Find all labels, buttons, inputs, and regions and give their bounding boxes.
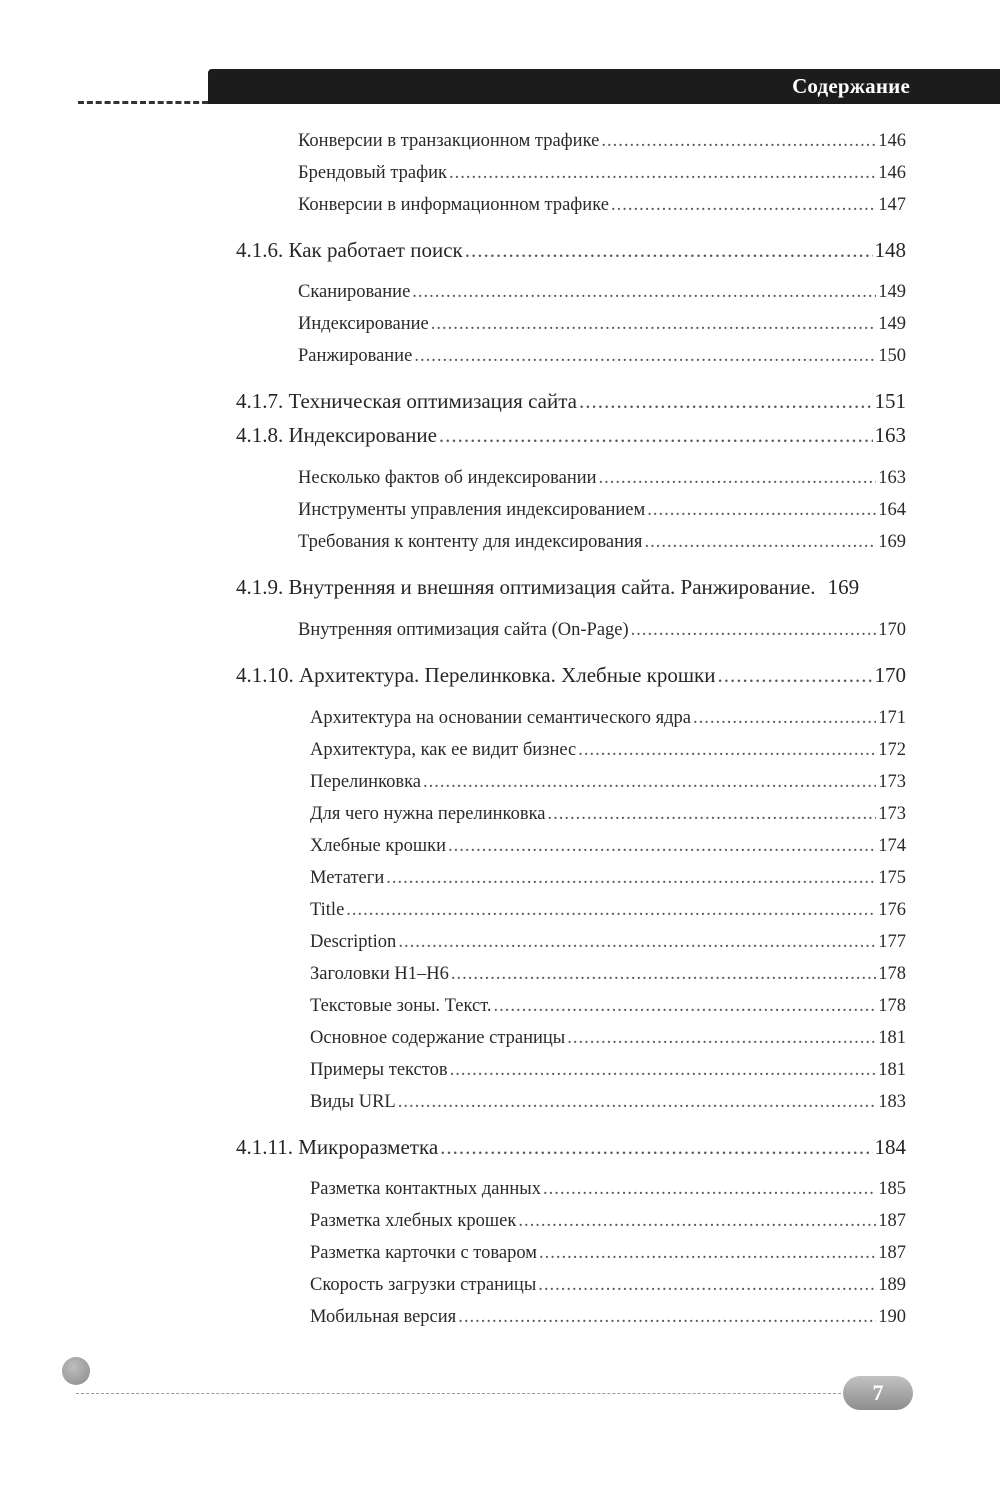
toc-subsection-entry <box>310 795 906 825</box>
toc-dot-leader <box>543 1179 876 1200</box>
toc-subsection-entry <box>310 1298 906 1328</box>
toc-entry-page: 190 <box>878 1307 906 1327</box>
toc-entry-page: 169 <box>827 575 860 599</box>
toc-entry-page: 164 <box>878 500 906 520</box>
toc-dot-leader <box>601 131 876 152</box>
toc-entry-title: Метатеги <box>310 868 385 888</box>
toc-subsection-entry <box>310 699 906 729</box>
header-bar <box>208 69 1000 104</box>
toc-section-entry <box>236 658 906 688</box>
toc-entry-page: 146 <box>878 131 906 151</box>
toc-dot-leader <box>518 1211 876 1232</box>
toc-entry-title: Требования к контенту для индексирования <box>298 532 643 552</box>
toc-entry-page: 189 <box>878 1275 906 1295</box>
toc-entry-page: 178 <box>878 964 906 984</box>
toc-entry-page: 148 <box>874 238 906 262</box>
toc-subsection-entry <box>298 523 906 553</box>
footer-circle-ornament <box>62 1357 90 1385</box>
toc-subsection-entry <box>310 955 906 985</box>
toc-entry-title: Несколько фактов об индексировании <box>298 468 597 488</box>
toc-dot-leader <box>578 740 876 761</box>
toc-dot-leader <box>644 532 876 553</box>
toc-entry-page: 163 <box>878 468 906 488</box>
toc-entry-page: 173 <box>878 804 906 824</box>
toc-entry-page: 170 <box>878 620 906 640</box>
toc-entry-title: 4.1.11. Микроразметка <box>236 1135 439 1159</box>
toc-dot-leader <box>398 932 876 953</box>
toc-entry-title: Мобильная версия <box>310 1307 457 1327</box>
toc-dot-leader <box>386 868 876 889</box>
toc-entry-title: 4.1.7. Техническая оптимизация сайта <box>236 389 577 413</box>
toc-entry-page: 173 <box>878 772 906 792</box>
toc-entry-page: 187 <box>878 1243 906 1263</box>
toc-dot-leader <box>538 1275 876 1296</box>
toc-dot-leader <box>611 195 876 216</box>
toc-entry-page: 178 <box>878 996 906 1016</box>
toc-entry-page: 172 <box>878 740 906 760</box>
toc-entry-title: Хлебные крошки <box>310 836 447 856</box>
toc-dot-leader <box>449 163 876 184</box>
toc-subsection-entry <box>310 1234 906 1264</box>
toc-subsection-entry <box>310 1202 906 1232</box>
toc-subsection-entry <box>310 1266 906 1296</box>
toc-entry-page: 174 <box>878 836 906 856</box>
toc-subsection-entry <box>298 305 906 335</box>
toc-subsection-entry <box>310 827 906 857</box>
header-dotted-rule <box>78 101 208 104</box>
toc-subsection-entry <box>298 459 906 489</box>
toc-dot-leader <box>451 964 876 985</box>
toc-subsection-entry <box>310 987 906 1017</box>
toc-entry-page: 181 <box>878 1028 906 1048</box>
toc-dot-leader <box>423 772 876 793</box>
toc-dot-leader <box>717 663 872 688</box>
toc-dot-leader <box>465 238 873 263</box>
toc-entry-title: Разметка хлебных крошек <box>310 1211 517 1231</box>
toc-entry-title: Брендовый трафик <box>298 163 447 183</box>
toc-dot-leader <box>567 1028 876 1049</box>
toc-dot-leader <box>494 996 877 1017</box>
toc-entry-page: 177 <box>878 932 906 952</box>
toc-dot-leader <box>346 900 876 921</box>
toc-dot-leader <box>439 423 873 448</box>
toc-entry-page: 149 <box>878 282 906 302</box>
toc-subsection-entry <box>310 1170 906 1200</box>
toc-entry-page: 163 <box>874 423 906 447</box>
toc-subsection-entry <box>310 1051 906 1081</box>
toc-subsection-entry <box>310 1019 906 1049</box>
toc-entry-title: 4.1.9. Внутренняя и внешняя оптимизация сайта. Ранжирование. <box>236 575 816 599</box>
toc-entry-title: Внутренняя оптимизация сайта (On-Page) <box>298 620 629 640</box>
toc-entry-page: 150 <box>878 346 906 366</box>
toc-dot-leader <box>599 468 877 489</box>
toc-entry-title: Примеры текстов <box>310 1060 448 1080</box>
toc-entry-title: Виды URL <box>310 1092 396 1112</box>
toc-entry-page: 176 <box>878 900 906 920</box>
toc-entry-page: 187 <box>878 1211 906 1231</box>
toc-entry-page: 147 <box>878 195 906 215</box>
toc-dot-leader <box>539 1243 876 1264</box>
toc-entry-title: Архитектура, как ее видит бизнес <box>310 740 577 760</box>
toc-subsection-entry <box>310 1083 906 1113</box>
toc-subsection-entry <box>310 731 906 761</box>
toc-entry-title: Заголовки H1–H6 <box>310 964 449 984</box>
toc-entry-title: Инструменты управления индексированием <box>298 500 646 520</box>
toc-entry-page: 151 <box>874 389 906 413</box>
toc-entry-title: Архитектура на основании семантического ядра <box>310 708 692 728</box>
toc-dot-leader <box>412 282 876 303</box>
toc-dot-leader <box>631 620 877 641</box>
toc-dot-leader <box>414 346 876 367</box>
toc-dot-leader <box>579 389 873 414</box>
toc-entry-page: 181 <box>878 1060 906 1080</box>
toc-subsection-entry <box>298 611 906 641</box>
toc-dot-leader <box>440 1135 872 1160</box>
toc-entry-title: Перелинковка <box>310 772 422 792</box>
toc-entry-title: Конверсии в информационном трафике <box>298 195 609 215</box>
toc-section-entry <box>236 384 906 414</box>
toc-subsection-entry <box>310 763 906 793</box>
toc-entry-title: Разметка контактных данных <box>310 1179 541 1199</box>
toc-entry-title: 4.1.6. Как работает поиск <box>236 238 463 262</box>
toc-dot-leader <box>647 500 876 521</box>
toc-section-entry <box>236 418 906 448</box>
toc-dot-leader <box>548 804 877 825</box>
page-number-tab <box>843 1376 913 1410</box>
toc-dot-leader <box>458 1307 876 1328</box>
toc-dot-leader <box>431 314 877 335</box>
toc-section-entry <box>236 233 906 263</box>
toc-entry-title: Для чего нужна перелинковка <box>310 804 546 824</box>
toc-entry-page: 146 <box>878 163 906 183</box>
toc-entry-title: Конверсии в транзакционном трафике <box>298 131 600 151</box>
toc-subsection-entry <box>298 154 906 184</box>
toc-entry-title: Разметка карточки с товаром <box>310 1243 537 1263</box>
toc-entry-title: Сканирование <box>298 282 411 302</box>
toc-section-entry <box>236 570 906 600</box>
toc-dot-leader <box>450 1060 877 1081</box>
toc-entry-title: Title <box>310 900 345 920</box>
toc-subsection-entry <box>310 923 906 953</box>
toc-entry-title: Основное содержание страницы <box>310 1028 566 1048</box>
toc-subsection-entry <box>298 186 906 216</box>
toc-entry-page: 171 <box>878 708 906 728</box>
toc-dot-leader <box>448 836 876 857</box>
toc-subsection-entry <box>310 891 906 921</box>
toc-entry-title: 4.1.8. Индексирование <box>236 423 437 447</box>
toc-entry-title: Текстовые зоны. Текст. <box>310 996 492 1016</box>
toc-subsection-entry <box>298 273 906 303</box>
toc-subsection-entry <box>298 122 906 152</box>
toc-dot-leader <box>398 1092 877 1113</box>
toc-entry-page: 170 <box>874 663 906 687</box>
toc-subsection-entry <box>298 491 906 521</box>
toc-entry-title: 4.1.10. Архитектура. Перелинковка. Хлебные крошки <box>236 663 716 687</box>
toc-entry-title: Ранжирование <box>298 346 413 366</box>
toc-subsection-entry <box>298 337 906 367</box>
toc-entry-page: 184 <box>874 1135 906 1159</box>
toc-subsection-entry <box>310 859 906 889</box>
toc-entry-page: 185 <box>878 1179 906 1199</box>
footer-dotted-rule <box>76 1393 846 1394</box>
toc-entry-page: 149 <box>878 314 906 334</box>
page-title: Содержание <box>792 74 910 98</box>
toc-section-entry <box>236 1130 906 1160</box>
toc-entry-page: 175 <box>878 868 906 888</box>
toc-entry-title: Индексирование <box>298 314 429 334</box>
toc-entry-page: 169 <box>878 532 906 552</box>
toc-entry-title: Description <box>310 932 397 952</box>
page-number: 7 <box>872 1380 884 1405</box>
toc-dot-leader <box>693 708 876 729</box>
toc-entry-page: 183 <box>878 1092 906 1112</box>
toc-entry-title: Скорость загрузки страницы <box>310 1275 537 1295</box>
